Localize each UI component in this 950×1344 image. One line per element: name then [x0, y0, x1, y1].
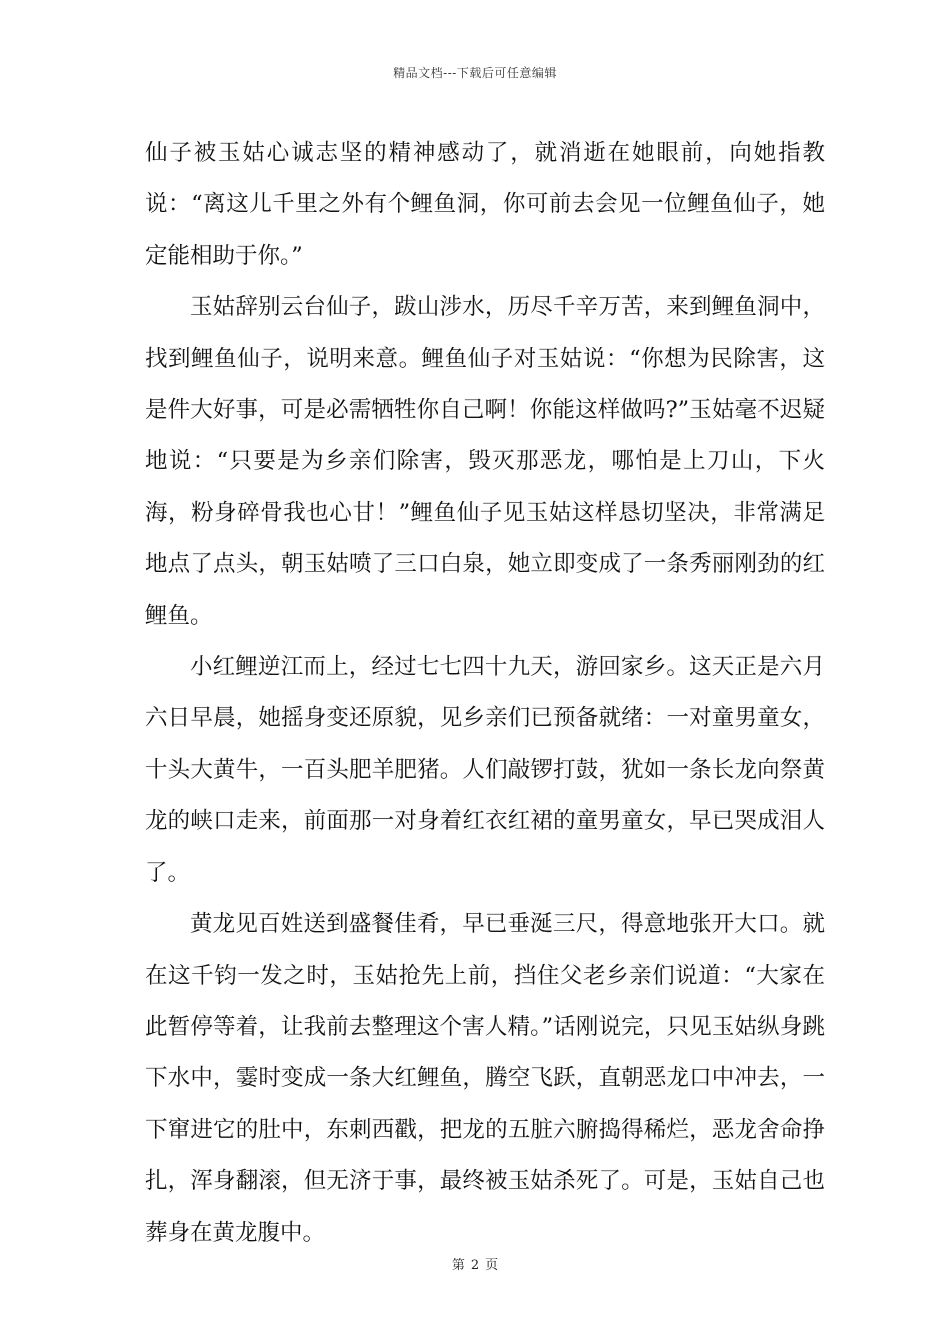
paragraph-4: 黄龙见百姓送到盛餐佳肴，早已垂涎三尺，得意地张开大口。就在这千钧一发之时，玉姑抢先上前，挡住父老乡亲们说道：“大家在此暂停等着，让我前去整理这个害人精。”话刚说完，只见玉姑纵身跳下水中，霎时变成一条大红鲤鱼，腾空飞跃，直朝恶龙口中冲去，一下窜进它的肚中，东刺西戳，把龙的五脏六腑捣得稀烂，恶龙舍命挣扎，浑身翻滚，但无济于事，最终被玉姑杀死了。可是，玉姑自己也葬身在黄龙腹中。	[145, 911, 825, 1246]
paragraph-1: 仙子被玉姑心诚志坚的精神感动了，就消逝在她眼前，向她指教说：“离这儿千里之外有个鲤鱼洞，你可前去会见一位鲤鱼仙子，她定能相助于你。”	[145, 140, 825, 269]
document-body	[145, 128, 825, 1259]
page-number-prefix: 第	[451, 1258, 465, 1273]
paragraph-2: 玉姑辞别云台仙子，跋山涉水，历尽千辛万苦，来到鲤鱼洞中，找到鲤鱼仙子，说明来意。鲤鱼仙子对玉姑说：“你想为民除害，这是件大好事，可是必需牺牲你自己啊！你能这样做吗?”玉姑毫不迟疑地说：“只要是为乡亲们除害，毁灭那恶龙，哪怕是上刀山，下火海，粉身碎骨我也心甘！”鲤鱼仙子见玉姑这样恳切坚决，非常满足地点了点头，朝玉姑喷了三口白泉，她立即变成了一条秀丽刚劲的红鲤鱼。	[145, 294, 825, 629]
page-footer	[0, 1254, 950, 1273]
page-header: 精品文档---下载后可任意编辑	[393, 66, 557, 80]
paragraph-3: 小红鲤逆江而上，经过七七四十九天，游回家乡。这天正是六月六日早晨，她摇身变还原貌，见乡亲们已预备就绪：一对童男童女，十头大黄牛，一百头肥羊肥猪。人们敲锣打鼓，犹如一条长龙向祭黄龙的峡口走来，前面那一对身着红衣红裙的童男童女，早已哭成泪人了。	[145, 654, 825, 886]
page-number: 2	[470, 1258, 480, 1273]
page-number-suffix: 页	[485, 1258, 499, 1273]
